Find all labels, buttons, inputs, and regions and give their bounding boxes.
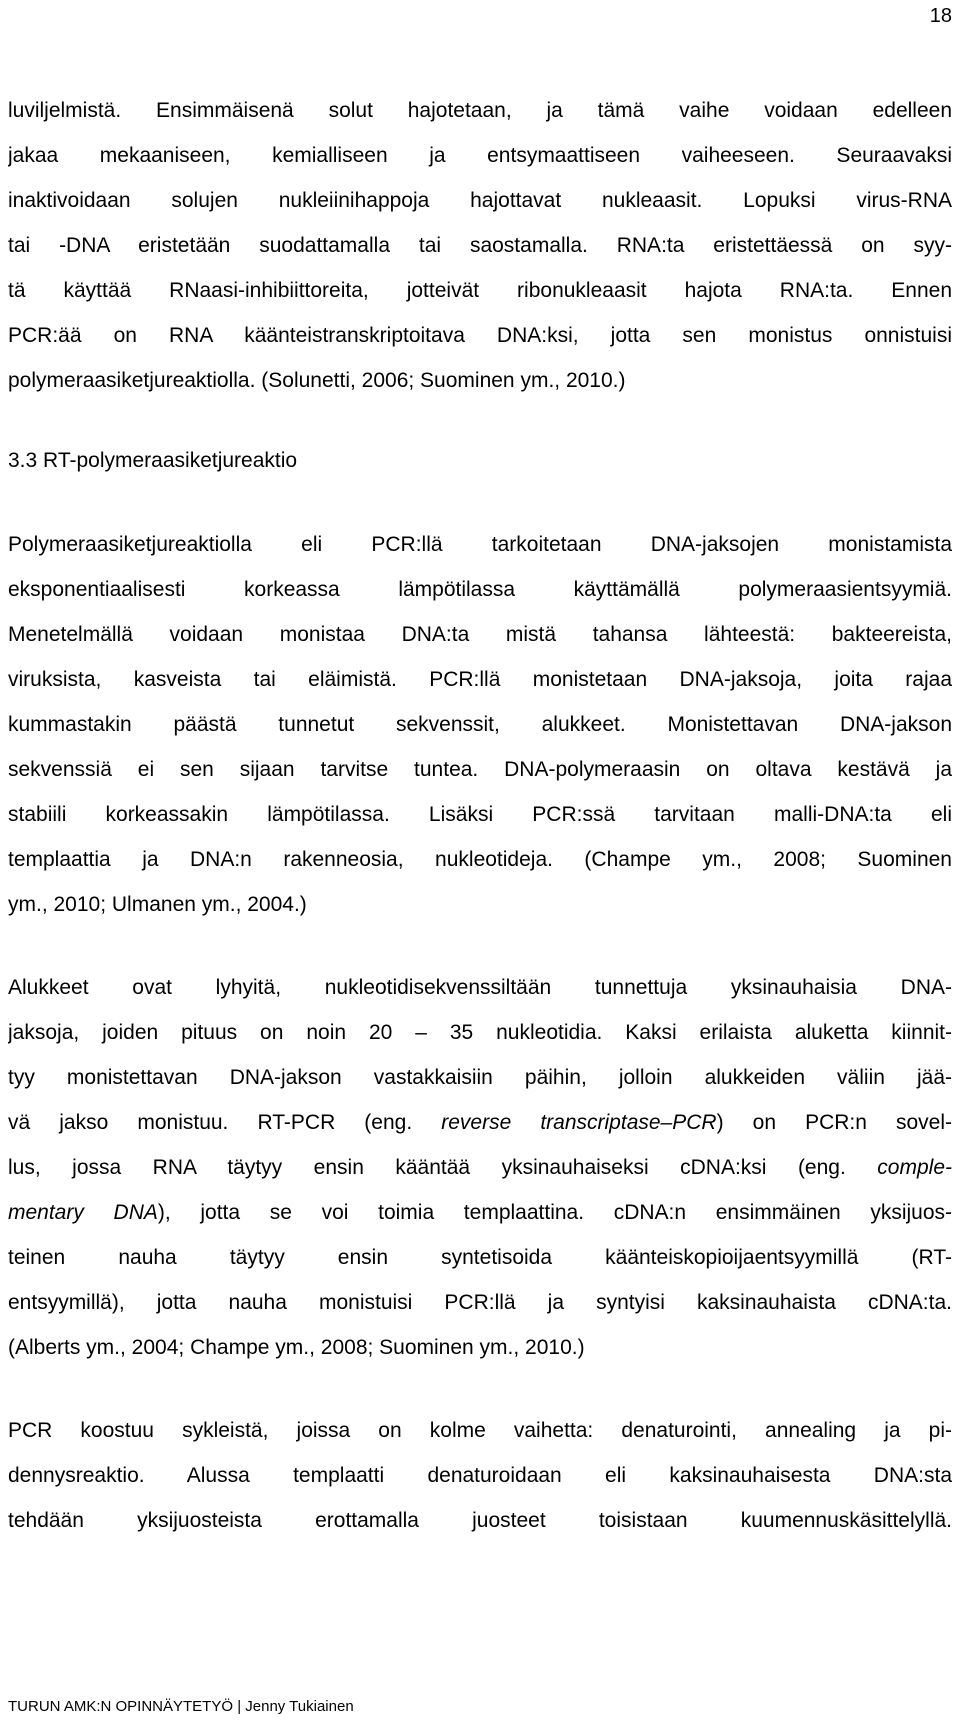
paragraph-line: (Alberts ym., 2004; Champe ym., 2008; Suominen ym., 2010.): [8, 1336, 585, 1359]
paragraph-line: polymeraasiketjureaktiolla. (Solunetti, 2006; Suominen ym., 2010.): [8, 369, 626, 392]
paragraph-line: inaktivoidaan solujen nukleiinihappoja hajottavat nukleaasit. Lopuksi virus-RNA: [8, 189, 952, 212]
paragraph-line: dennysreaktio. Alussa templaatti denaturoidaan eli kaksinauhaisesta DNA:sta: [8, 1464, 952, 1487]
paragraph-line: [8, 1145, 952, 1190]
paragraph-line: tai -DNA eristetään suodattamalla tai saostamalla. RNA:ta eristettäessä on syy-: [8, 234, 952, 257]
paragraph-line: PCR:ää on RNA käänteistranskriptoitava DNA:ksi, jotta sen monistus onnistuisi: [8, 324, 952, 347]
paragraph-line: entsyymillä), jotta nauha monistuisi PCR:llä ja syntyisi kaksinauhaista cDNA:ta.: [8, 1291, 952, 1314]
paragraph-line: tä käyttää RNaasi-inhibiittoreita, jotteivät ribonukleaasit hajota RNA:ta. Ennen: [8, 279, 952, 302]
section-heading: 3.3 RT-polymeraasiketjureaktio: [8, 449, 298, 472]
italic-term: mentary DNA: [8, 1201, 158, 1224]
italic-term: reverse transcriptase–PCR: [441, 1111, 717, 1134]
paragraph-line: Menetelmällä voidaan monistaa DNA:ta mistä tahansa lähteestä: bakteereista,: [8, 623, 952, 646]
paragraph-line: sekvenssiä ei sen sijaan tarvitse tuntea. DNA-polymeraasin on oltava kestävä ja: [8, 758, 952, 781]
paragraph-line: [8, 1100, 952, 1145]
text-run: vä jakso monistuu. RT-PCR (eng.: [8, 1111, 442, 1134]
paragraph: [8, 1408, 952, 1543]
text-run: lus, jossa RNA täytyy ensin kääntää yksinauhaiseksi cDNA:ksi (eng.: [8, 1156, 878, 1179]
text-run: ), jotta se voi toimia templaattina. cDNA:n ensimmäinen yksijuos-: [157, 1201, 952, 1224]
paragraph-line: jaksoja, joiden pituus on noin 20 – 35 nukleotidia. Kaksi erilaista aluketta kiinnit-: [8, 1021, 952, 1044]
paragraph-line: PCR koostuu sykleistä, joissa on kolme vaihetta: denaturointi, annealing ja pi-: [8, 1419, 952, 1442]
text-run: ) on PCR:n sovel-: [716, 1111, 952, 1134]
italic-term: comple-: [877, 1156, 952, 1179]
page-number: 18: [929, 5, 952, 27]
paragraph: [8, 88, 952, 403]
paragraph-line: eksponentiaalisesti korkeassa lämpötilassa käyttämällä polymeraasientsyymiä.: [8, 578, 952, 601]
paragraph-line: tehdään yksijuosteista erottamalla juosteet toisistaan kuumennuskäsittelyllä.: [8, 1509, 952, 1532]
paragraph-line: Alukkeet ovat lyhyitä, nukleotidisekvenssiltään tunnettuja yksinauhaisia DNA-: [8, 976, 952, 999]
paragraph-line: luviljelmistä. Ensimmäisenä solut hajotetaan, ja tämä vaihe voidaan edelleen: [8, 99, 952, 122]
paragraph-line: [8, 1190, 952, 1235]
paragraph: [8, 965, 952, 1370]
paragraph-line: templaattia ja DNA:n rakenneosia, nukleotideja. (Champe ym., 2008; Suominen: [8, 848, 952, 871]
paragraph-line: viruksista, kasveista tai eläimistä. PCR:llä monistetaan DNA-jaksoja, joita rajaa: [8, 668, 952, 691]
paragraph-line: jakaa mekaaniseen, kemialliseen ja entsymaattiseen vaiheeseen. Seuraavaksi: [8, 144, 952, 167]
paragraph-line: tyy monistettavan DNA-jakson vastakkaisiin päihin, jolloin alukkeiden väliin jää-: [8, 1066, 952, 1089]
paragraph-line: Polymeraasiketjureaktiolla eli PCR:llä tarkoitetaan DNA-jaksojen monistamista: [8, 533, 952, 556]
document-body: [8, 88, 952, 1543]
paragraph-line: stabiili korkeassakin lämpötilassa. Lisäksi PCR:ssä tarvitaan malli-DNA:ta eli: [8, 803, 952, 826]
paragraph-line: ym., 2010; Ulmanen ym., 2004.): [8, 893, 307, 916]
paragraph-line: kummastakin päästä tunnetut sekvenssit, alukkeet. Monistettavan DNA-jakson: [8, 713, 952, 736]
paragraph: [8, 522, 952, 927]
page-footer: TURUN AMK:N OPINNÄYTETYÖ | Jenny Tukiainen: [8, 1698, 354, 1715]
paragraph-line: teinen nauha täytyy ensin syntetisoida käänteiskopioijaentsyymillä (RT-: [8, 1246, 952, 1269]
